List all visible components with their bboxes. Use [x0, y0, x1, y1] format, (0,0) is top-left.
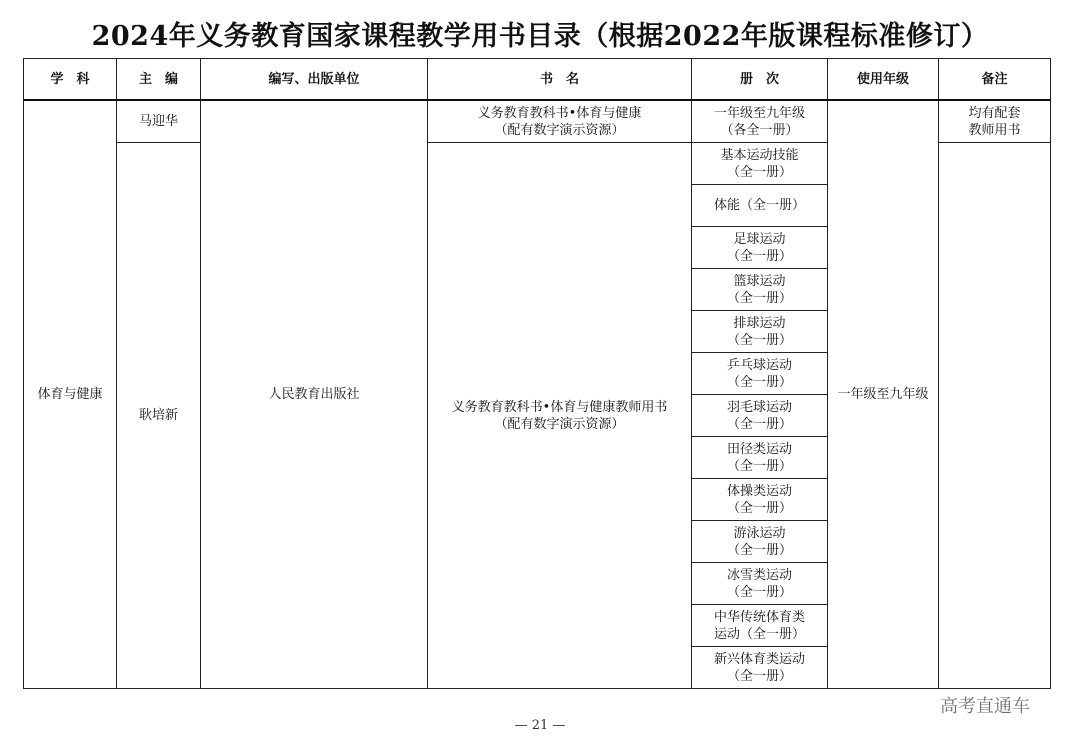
catalog-table [23, 58, 1051, 689]
volume-line: 羽毛球运动 [726, 399, 792, 415]
volume-cell [692, 437, 828, 479]
volume-line: 冰雪类运动 [726, 567, 792, 583]
volume-note: （全一册） [726, 584, 792, 600]
header-subject: 学 科 [24, 59, 117, 101]
volume-cell [692, 227, 828, 269]
volume-note: （全一册） [726, 458, 792, 474]
volume-cell [692, 269, 828, 311]
volume-line: 基本运动技能 [720, 147, 799, 163]
book-title-cell [428, 143, 692, 689]
notes-line: 教师用书 [968, 122, 1021, 138]
volume-note: （全一册） [726, 248, 792, 264]
notes-line: 均有配套 [968, 105, 1021, 121]
volume-line: 体能（全一册） [713, 198, 805, 213]
volume-cell [692, 100, 828, 143]
volume-note: （全一册） [726, 290, 792, 306]
grade-cell: 一年级至九年级 [828, 100, 939, 689]
book-title-cell [428, 100, 692, 143]
volume-line: 体操类运动 [726, 483, 792, 499]
volume-note: （全一册） [726, 374, 792, 390]
volume-line: 一年级至九年级 [713, 105, 805, 121]
page-number: — 21 — [514, 718, 566, 733]
book-title-line: 义务教育教科书•体育与健康 [477, 105, 642, 121]
header-row [24, 59, 1051, 101]
table-row [24, 100, 1051, 143]
publisher-cell: 人民教育出版社 [201, 100, 428, 689]
volume-cell [692, 605, 828, 647]
volume-cell [692, 521, 828, 563]
notes-cell [939, 100, 1051, 143]
volume-line: 田径类运动 [726, 441, 792, 457]
volume-note: （全一册） [726, 164, 792, 180]
volume-cell [692, 395, 828, 437]
header-editor: 主 编 [117, 59, 201, 101]
volume-line: 排球运动 [733, 315, 786, 331]
watermark: 高考直通车 [940, 696, 1030, 717]
volume-note: （全一册） [726, 542, 792, 558]
header-publisher: 编写、出版单位 [201, 59, 428, 101]
volume-line: 游泳运动 [733, 525, 786, 541]
volume-cell [692, 143, 828, 185]
volume-note: （全一册） [726, 500, 792, 516]
volume-cell [692, 563, 828, 605]
volume-line: 中华传统体育类 [713, 609, 805, 625]
editor-cell: 耿培新 [117, 143, 201, 689]
volume-line: 新兴体育类运动 [713, 651, 805, 667]
volume-note: （全一册） [726, 668, 792, 684]
volume-note: （各全一册） [720, 122, 799, 138]
volume-note: 运动（全一册） [713, 626, 805, 642]
volume-cell [692, 353, 828, 395]
page-title: 2024年义务教育国家课程教学用书目录（根据2022年版课程标准修订） [91, 21, 989, 52]
volume-line: 篮球运动 [733, 273, 786, 289]
volume-cell [692, 185, 828, 227]
book-title-note: （配有数字演示资源） [494, 122, 625, 138]
header-volume: 册 次 [692, 59, 828, 101]
header-grade: 使用年级 [828, 59, 939, 101]
book-title-line: 义务教育教科书•体育与健康教师用书 [451, 399, 668, 415]
volume-cell [692, 311, 828, 353]
subject-cell: 体育与健康 [24, 100, 117, 689]
header-notes: 备注 [939, 59, 1051, 101]
book-title-note: （配有数字演示资源） [494, 416, 625, 432]
volume-line: 足球运动 [733, 231, 786, 247]
header-book-title: 书 名 [428, 59, 692, 101]
volume-cell [692, 647, 828, 689]
volume-note: （全一册） [726, 416, 792, 432]
volume-cell [692, 479, 828, 521]
notes-cell [939, 143, 1051, 689]
editor-cell: 马迎华 [117, 100, 201, 143]
volume-note: （全一册） [726, 332, 792, 348]
volume-line: 乒乓球运动 [726, 357, 792, 373]
